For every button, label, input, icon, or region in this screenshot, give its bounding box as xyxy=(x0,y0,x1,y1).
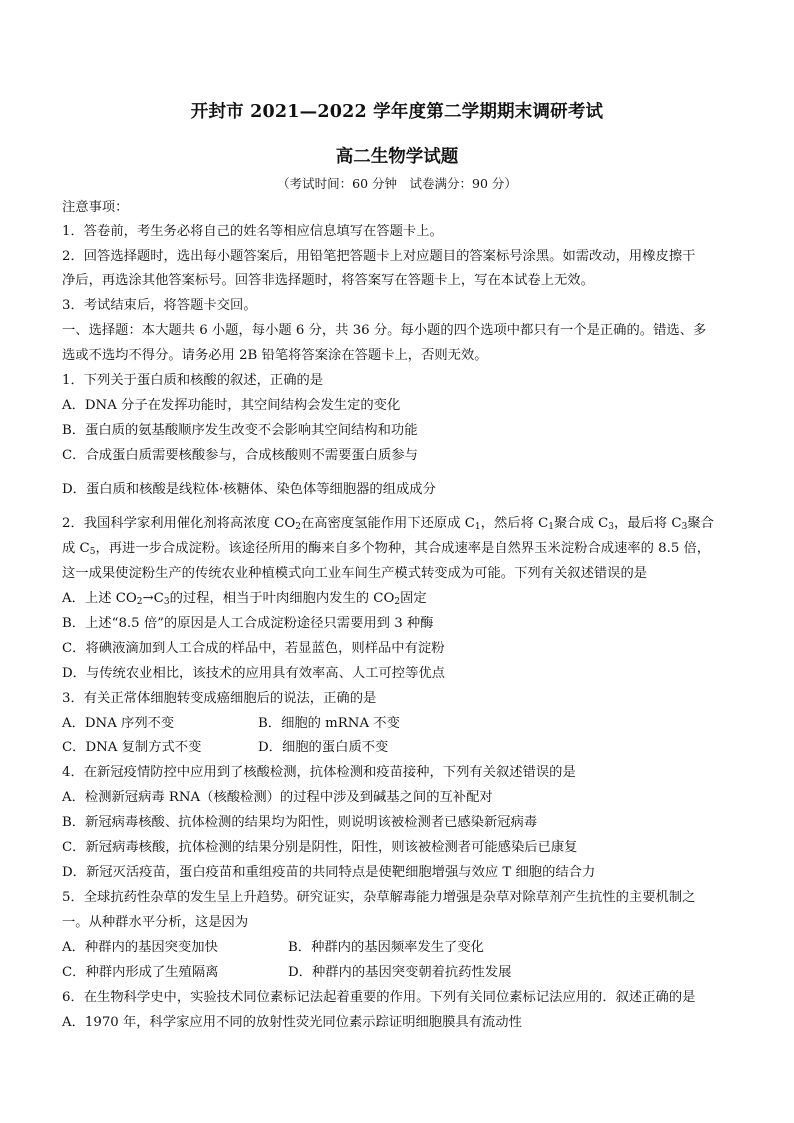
exam-subtitle: 高二生物学试题 xyxy=(335,147,459,167)
question-2-stem-line-2: 成 $C_5$，再进一步合成淀粉。该途径所用的酶来自多个物种，其合成速率是自然界玉米淀粉合成速率的 8.5 倍， xyxy=(62,541,711,557)
question-5-stem-line-1: 5．全球抗药性杂草的发生呈上升趋势。研究证实，杂草解毒能力增强是杂草对除草剂产生抗性的主要机制之 xyxy=(62,890,696,905)
question-1-option-b: B．蛋白质的氨基酸顺序发生改变不会影响其空间结构和功能 xyxy=(62,423,418,438)
question-4-option-d: D．新冠灭活疫苗，蛋白疫苗和重组疫苗的共同特点是使靶细胞增强与效应 T 细胞的结合力 xyxy=(62,865,596,880)
question-5-stem-line-2: 一。从种群水平分析，这是因为 xyxy=(62,915,249,930)
note-item-1: 1．答卷前，考生务必将自己的姓名等相应信息填写在答题卡上。 xyxy=(62,224,443,239)
question-2-stem-line-3: 这一成果使淀粉生产的传统农业种植模式向工业车间生产模式转变成为可能。下列有关叙述错误的是 xyxy=(62,566,648,581)
note-item-3: 3．考试结束后，将答题卡交回。 xyxy=(62,298,257,313)
section-heading: 一、选择题：本大题共 6 小题，每小题 6 分，共 36 分。每小题的四个选项中都只有一个是正确的。错选、多 xyxy=(62,323,707,338)
question-3-option-a: A．DNA 序列不变 xyxy=(62,716,175,731)
question-4-option-b: B．新冠病毒核酸、抗体检测的结果均为阳性，则说明该被检测者已感染新冠病毒 xyxy=(62,815,538,830)
question-2-option-b: B．上述“8.5 倍”的原因是人工合成淀粉途径只需要用到 3 种酶 xyxy=(62,616,434,631)
question-2-option-d: D．与传统农业相比，该技术的应用具有效率高、人工可控等优点 xyxy=(62,666,445,681)
question-1-option-d: D．蛋白质和核酸是线粒体·核糖体、染色体等细胞器的组成成分 xyxy=(62,482,436,497)
question-5-option-a: A．种群内的基因突变加快 xyxy=(62,940,218,955)
question-2-option-a: A．上述 $CO_2\to C_3$的过程，相当于叶肉细胞内发生的 $CO_2$固定 xyxy=(62,591,427,607)
question-3-option-d: D．细胞的蛋白质不变 xyxy=(258,740,389,755)
question-1-option-c: C．合成蛋白质需要核酸参与，合成核酸则不需要蛋白质参与 xyxy=(62,448,418,463)
question-4-option-a: A．检测新冠病毒 RNA（核酸检测）的过程中涉及到碱基之间的互补配对 xyxy=(62,790,493,805)
question-4-stem: 4．在新冠疫情防控中应用到了核酸检测，抗体检测和疫苗接种，下列有关叙述错误的是 xyxy=(62,765,576,780)
question-4-option-c: C．新冠病毒核酸，抗体检测的结果分别是阴性，阳性，则该被检测者可能感染后已康复 xyxy=(62,840,578,855)
question-3-option-b: B．细胞的 mRNA 不变 xyxy=(258,716,400,731)
note-item-2: 2．回答选择题时，选出每小题答案后，用铅笔把答题卡上对应题目的答案标号涂黑。如需改动，用橡皮擦干 xyxy=(62,249,696,264)
question-3-stem: 3．有关正常体细胞转变成癌细胞后的说法，正确的是 xyxy=(62,691,377,706)
exam-title: 开封市 2021—2022 学年度第二学期期末调研考试 xyxy=(190,102,604,122)
note-item-2-cont: 净后，再选涂其他答案标号。回答非选择题时，将答案写在答题卡上，写在本试卷上无效。 xyxy=(62,273,594,288)
question-5-option-d: D．种群内的基因突变朝着抗药性发展 xyxy=(288,965,512,980)
question-1-option-a: A．DNA 分子在发挥功能时，其空间结构会发生定的变化 xyxy=(62,398,401,413)
question-1-stem: 1．下列关于蛋白质和核酸的叙述，正确的是 xyxy=(62,373,324,388)
question-2-stem-line-1: 2．我国科学家利用催化剂将高浓度 $CO_2$在高密度氢能作用下还原成 $C_1$，然后将 $C_1$聚合成 $C_3$，最后将 $C_3$聚合 xyxy=(62,516,714,532)
notes-heading: 注意事项： xyxy=(62,200,129,215)
exam-info: （考试时间：60 分钟 试卷满分：90 分） xyxy=(277,176,517,191)
question-6-option-a: A．1970 年，科学家应用不同的放射性荧光同位素示踪证明细胞膜具有流动性 xyxy=(62,1015,522,1030)
section-heading-cont: 选或不选均不得分。请务必用 2B 铅笔将答案涂在答题卡上，否则无效。 xyxy=(62,348,488,363)
question-6-stem: 6．在生物科学史中，实验技术同位素标记法起着重要的作用。下列有关同位素标记法应用的．叙述正确的是 xyxy=(62,990,696,1005)
question-5-option-c: C．种群内形成了生殖隔离 xyxy=(62,965,219,980)
question-5-option-b: B．种群内的基因频率发生了变化 xyxy=(288,940,484,955)
question-3-option-c: C．DNA 复制方式不变 xyxy=(62,740,202,755)
question-2-option-c: C．将碘液滴加到人工合成的样品中，若显蓝色，则样品中有淀粉 xyxy=(62,641,445,656)
